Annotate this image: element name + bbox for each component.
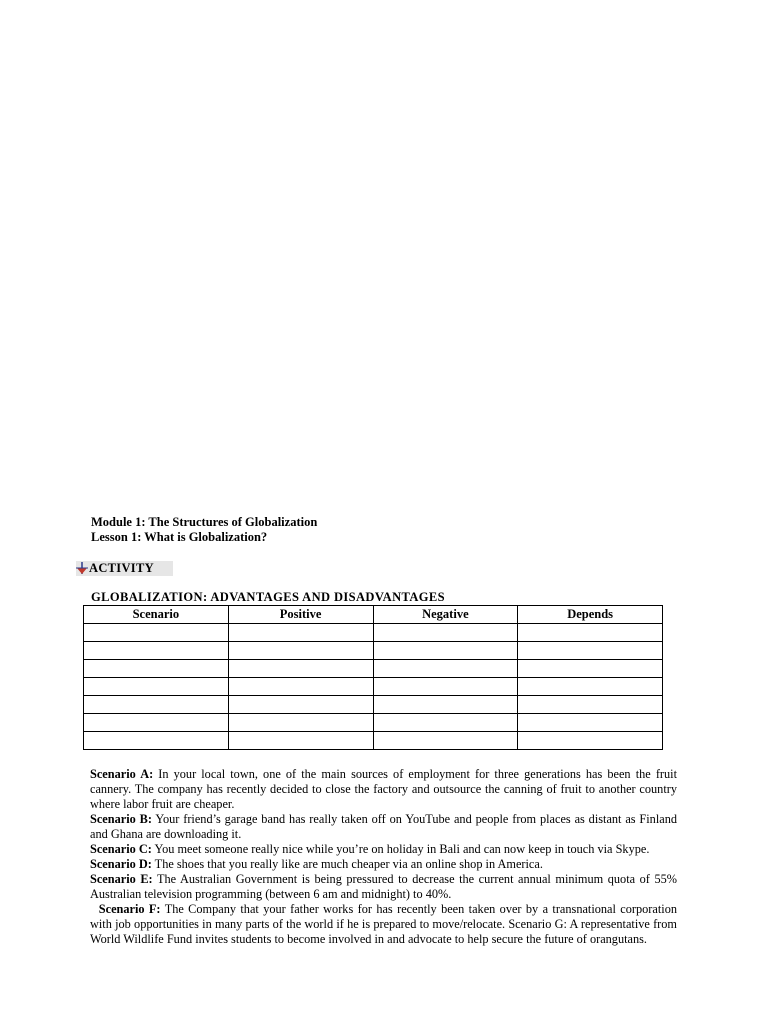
- table-row: [84, 696, 663, 714]
- table-cell: [228, 642, 373, 660]
- scenario-list: [90, 767, 677, 947]
- column-header-positive: Positive: [228, 606, 373, 624]
- scenario-label: Scenario A:: [90, 767, 154, 781]
- table-cell: [518, 678, 663, 696]
- table-cell: [228, 624, 373, 642]
- scenario-text: The Australian Government is being pressured to decrease the current annual minimum quota of 55% Australian television programming (between 6 am and midnight) to 40%.: [90, 872, 677, 901]
- table-row: [84, 642, 663, 660]
- module-heading: [91, 515, 317, 545]
- scenario-label: Scenario B:: [90, 812, 152, 826]
- table-cell: [84, 696, 229, 714]
- table-cell: [84, 714, 229, 732]
- scenario-text: You meet someone really nice while you’re on holiday in Bali and can now keep in touch via Skype.: [151, 842, 650, 856]
- column-header-scenario: Scenario: [84, 606, 229, 624]
- scenario-text: Your friend’s garage band has really taken off on YouTube and people from places as distant as Finland and Ghana are downloading it.: [90, 812, 678, 841]
- table-cell: [373, 696, 518, 714]
- scenario-label: Scenario C:: [90, 842, 152, 856]
- scenario-f: [90, 902, 677, 947]
- table-cell: [228, 714, 373, 732]
- table-row: [84, 660, 663, 678]
- table-cell: [84, 678, 229, 696]
- scenario-label: Scenario F:: [98, 902, 161, 916]
- table-cell: [373, 678, 518, 696]
- table-cell: [373, 624, 518, 642]
- scenario-d: [90, 857, 677, 872]
- table-cell: [518, 732, 663, 750]
- scenario-table: [83, 605, 663, 750]
- scenario-b: [90, 812, 677, 842]
- table-row: [84, 624, 663, 642]
- scenario-text: In your local town, one of the main sources of employment for three generations has been the fruit cannery. The company has recently decided to close the factory and outsource the canning of fruit to another country where labor fruit are cheaper.: [90, 767, 677, 811]
- scenario-label: Scenario D:: [90, 857, 152, 871]
- table-cell: [84, 624, 229, 642]
- scenario-a: [90, 767, 677, 812]
- column-header-negative: Negative: [373, 606, 518, 624]
- table-cell: [518, 624, 663, 642]
- table-cell: [373, 732, 518, 750]
- table-cell: [228, 696, 373, 714]
- lesson-title: Lesson 1: What is Globalization?: [91, 530, 268, 544]
- table-row: [84, 732, 663, 750]
- table-cell: [228, 678, 373, 696]
- activity-label-box: [76, 561, 173, 576]
- table-cell: [228, 660, 373, 678]
- table-header-row: [84, 606, 663, 624]
- column-header-depends: Depends: [518, 606, 663, 624]
- table-cell: [228, 732, 373, 750]
- table-row: [84, 678, 663, 696]
- table-cell: [373, 642, 518, 660]
- table-title: GLOBALIZATION: ADVANTAGES AND DISADVANTAGES: [91, 590, 445, 604]
- table-cell: [373, 660, 518, 678]
- table-cell: [518, 696, 663, 714]
- table-cell: [84, 732, 229, 750]
- table-cell: [518, 642, 663, 660]
- table-cell: [373, 714, 518, 732]
- scenario-e: [90, 872, 677, 902]
- table-cell: [84, 660, 229, 678]
- scenario-text: The Company that your father works for has recently been taken over by a transnational corporation with job opportunities in many parts of the world if he is prepared to move/relocate. Scenario G: A representative from World Wildlife Fund invites students to become involved in and advocate to help secure the future of orangutans.: [90, 902, 677, 946]
- activity-label: ACTIVITY: [89, 561, 154, 575]
- scenario-text: The shoes that you really like are much cheaper via an online shop in America.: [151, 857, 543, 871]
- scenario-c: [90, 842, 677, 857]
- table-cell: [518, 660, 663, 678]
- table-cell: [518, 714, 663, 732]
- module-title: Module 1: The Structures of Globalization: [91, 515, 318, 529]
- scenario-label: Scenario E:: [90, 872, 153, 886]
- table-cell: [84, 642, 229, 660]
- arrow-bullet-icon: [76, 562, 88, 575]
- table-row: [84, 714, 663, 732]
